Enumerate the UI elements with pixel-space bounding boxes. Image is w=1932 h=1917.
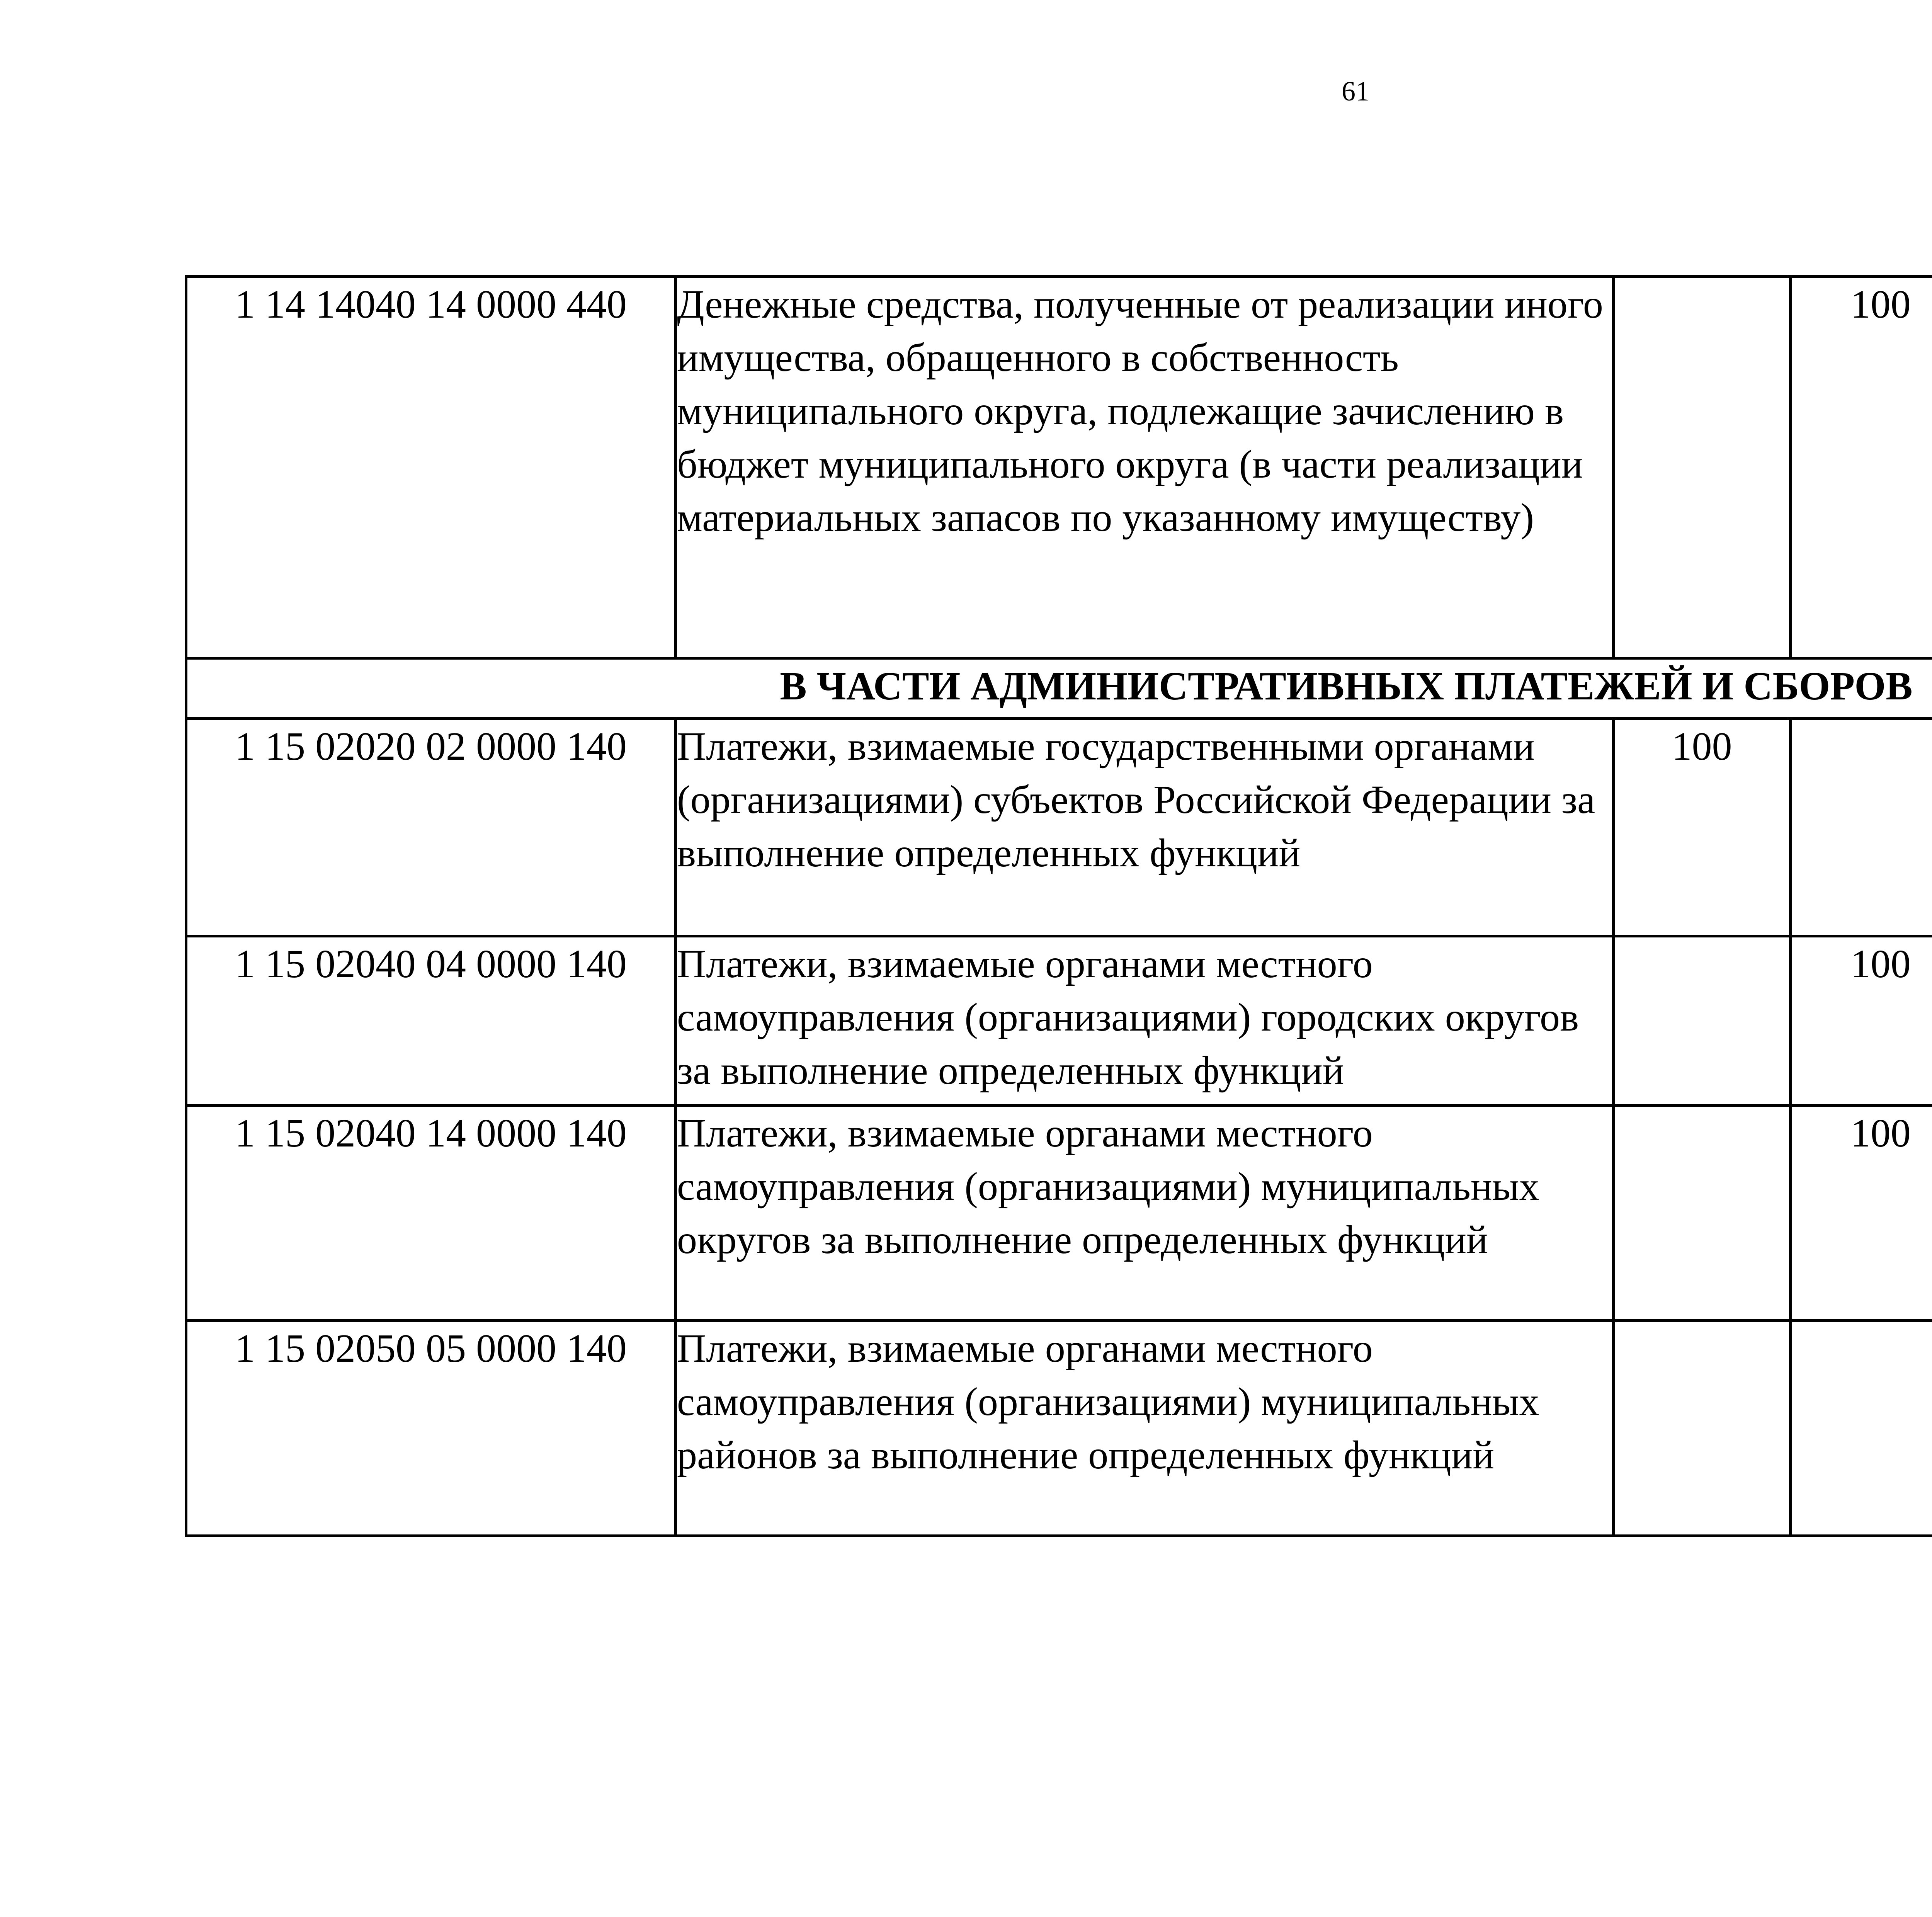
value-cell	[1614, 277, 1791, 658]
revenue-name: Платежи, взимаемые органами местного самоуправления (организациями) городских округов за выполнение определенных функций	[676, 936, 1614, 1106]
revenue-name: Платежи, взимаемые органами местного самоуправления (организациями) муниципальных округов за выполнение определенных функций	[676, 1106, 1614, 1321]
table-row	[186, 1106, 1932, 1321]
value-cell: 100	[1614, 719, 1791, 936]
revenue-name: Платежи, взимаемые органами местного самоуправления (организациями) муниципальных районов за выполнение определенных функций	[676, 1321, 1614, 1536]
value-cell	[1614, 936, 1791, 1106]
table-row	[186, 277, 1932, 658]
revenue-name: Денежные средства, полученные от реализации иного имущества, обращенного в собственность муниципального округа, подлежащие зачислению в бюджет муниципального округа (в части реализации материальных запасов по указанному имуществу)	[676, 277, 1614, 658]
value-cell	[1791, 719, 1932, 936]
section-header-row	[186, 658, 1932, 719]
budget-code: 1 14 14040 14 0000 440	[186, 277, 676, 658]
value-cell: 100	[1791, 277, 1932, 658]
table-row	[186, 936, 1932, 1106]
page-number: 61	[1342, 76, 1369, 107]
revenue-name: Платежи, взимаемые государственными органами (организациями) субъектов Российской Федерации за выполнение определенных функций	[676, 719, 1614, 936]
table-row	[186, 1321, 1932, 1536]
budget-code: 1 15 02050 05 0000 140	[186, 1321, 676, 1536]
budget-code: 1 15 02020 02 0000 140	[186, 719, 676, 936]
value-cell	[1614, 1321, 1791, 1536]
budget-code: 1 15 02040 14 0000 140	[186, 1106, 676, 1321]
table-row	[186, 719, 1932, 936]
budget-table	[185, 275, 1932, 1537]
section-header: В ЧАСТИ АДМИНИСТРАТИВНЫХ ПЛАТЕЖЕЙ И СБОРОВ	[186, 658, 1932, 719]
budget-code: 1 15 02040 04 0000 140	[186, 936, 676, 1106]
value-cell: 100	[1791, 936, 1932, 1106]
value-cell: 100	[1791, 1106, 1932, 1321]
value-cell	[1614, 1106, 1791, 1321]
value-cell	[1791, 1321, 1932, 1536]
